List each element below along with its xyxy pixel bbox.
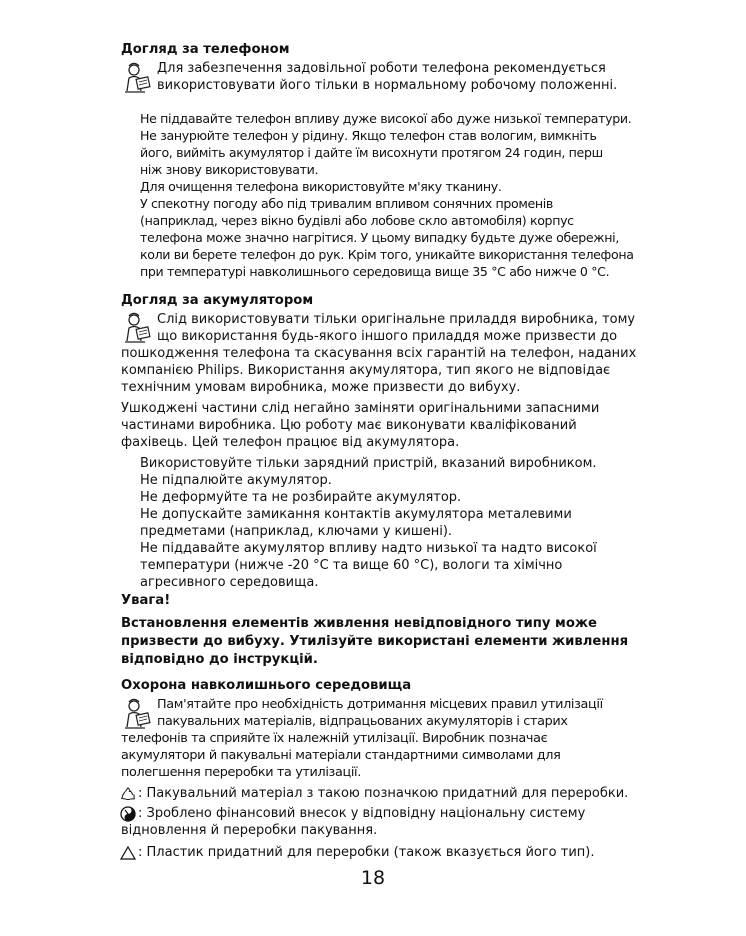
text-line: : Зроблено фінансовий внесок у відповідну національну систему [138, 806, 586, 821]
list-item: температури (нижче -20 °C та вище 60 °C), вологи та хімічно [140, 558, 563, 573]
text-line: використовувати його тільки в нормальному робочому положенні. [157, 78, 618, 93]
text-line: що використання будь-якого іншого приладдя може призвести до [157, 329, 618, 344]
text-line: (наприклад, через вікно будівлі або лобове скло автомобіля) корпус [140, 213, 574, 228]
warning-title: Увага! [121, 593, 171, 608]
page-number: 18 [360, 867, 386, 889]
text-line: пакувальних матеріалів, відпрацьованих акумуляторів і старих [157, 714, 568, 729]
list-item: предметами (наприклад, ключами у кишені). [140, 524, 453, 539]
text-line: компанією Philips. Використання акумулятора, тип якого не відповідає [121, 363, 611, 378]
text-line: фахівець. Цей телефон працює від акумулятора. [121, 435, 460, 450]
text-line: відновлення й переробки пакування. [121, 823, 378, 838]
warning-text [121, 615, 628, 669]
text-line: відповідно до інструкцій. [121, 652, 318, 667]
list-item: Не допускайте замикання контактів акумулятора металевими [140, 507, 572, 522]
text-line: Встановлення елементів живлення невідповідного типу може [121, 616, 597, 631]
text-line: ніж знову використовувати. [140, 162, 319, 177]
list-item: Не деформуйте та не розбирайте акумулятор. [140, 490, 462, 505]
text-line: технічним умовам виробника, може призвести до вибуху. [121, 380, 521, 395]
text-line: : Пластик придатний для переробки (також вказується його тип). [138, 845, 595, 860]
text-line: телефонів та сприяйте їх належній утилізації. Виробник позначає [121, 731, 548, 746]
symbol-description [138, 785, 628, 802]
text-line: полегшення переробки та утилізації. [121, 765, 361, 780]
text-line: його, вийміть акумулятор і дайте їм висохнути протягом 24 годин, перш [140, 145, 603, 160]
list-item: Не піддавайте акумулятор впливу надто низької та надто високої [140, 541, 597, 556]
section-title-battery-care: Догляд за акумулятором [121, 293, 314, 308]
text-line: телефона може значно нагрітися. У цьому випадку будьте дуже обережні, [140, 230, 619, 245]
section-title-phone-care: Догляд за телефоном [121, 42, 290, 57]
text-line: Не піддавайте телефон впливу дуже високої або дуже низької температури. [140, 111, 632, 126]
text-line: частинами виробника. Цю роботу має виконувати кваліфікований [121, 418, 577, 433]
text-line: Не занурюйте телефон у рідину. Якщо телефон став вологим, вимкніть [140, 128, 597, 143]
text-line: Ушкоджені частини слід негайно заміняти оригінальними запасними [121, 401, 600, 416]
text-line: призвести до вибуху. Утилізуйте використані елементи живлення [121, 634, 629, 649]
text-line: У спекотну погоду або під тривалим впливом сонячних променів [140, 196, 553, 211]
list-item: Використовуйте тільки зарядний пристрій, вказаний виробником. [140, 456, 597, 471]
symbol-description [138, 844, 595, 861]
reader-icon [123, 61, 153, 95]
text-line: пошкодження телефона та скасування всіх гарантій на телефон, наданих [121, 346, 637, 361]
text-line: : Пакувальний матеріал з такою позначкою придатний для переробки. [138, 786, 629, 801]
list-item: Не підпалюйте акумулятор. [140, 473, 332, 488]
symbol-description [121, 805, 585, 839]
battery-care-list [140, 455, 597, 591]
text-line: Для забезпечення задовільної роботи телефона рекомендується [157, 61, 606, 76]
battery-care-paragraph [121, 400, 599, 451]
text-line: Слід використовувати тільки оригінальне приладдя виробника, тому [157, 312, 636, 327]
text-line: акумулятори й пакувальні матеріали стандартними символами для [121, 748, 561, 763]
list-item: агресивного середовища. [140, 575, 319, 590]
plastic-triangle-icon [120, 845, 136, 861]
section-title-environment: Охорона навколишнього середовища [121, 678, 412, 693]
environment-intro [121, 696, 603, 781]
text-line: Для очищення телефона використовуйте м'яку тканину. [140, 179, 502, 194]
phone-care-intro [157, 60, 617, 94]
text-line: при температурі навколишнього середовища вище 35 °C або нижче 0 °C. [140, 264, 610, 279]
text-line: коли ви берете телефон до рук. Крім того, уникайте використання телефона [140, 247, 634, 262]
recycle-icon [120, 786, 136, 802]
text-line: Пам'ятайте про необхідність дотримання місцевих правил утилізації [157, 697, 603, 712]
battery-care-intro [121, 311, 636, 396]
phone-care-body [140, 110, 634, 280]
